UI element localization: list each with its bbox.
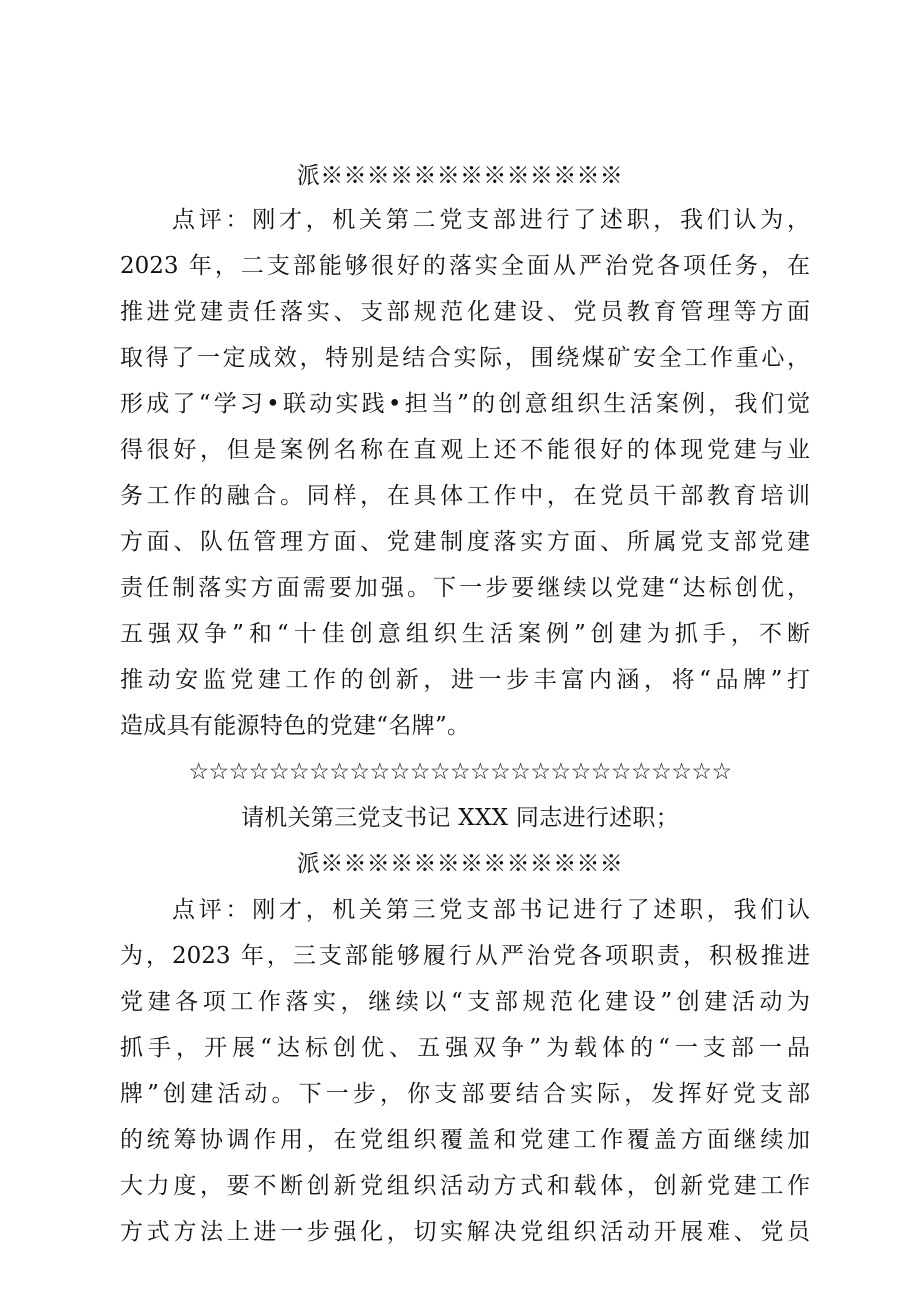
paragraph-line: 推进党建责任落实、支部规范化建设、党员教育管理等方面 <box>120 299 810 325</box>
paragraph-line: 推动安监党建工作的创新，进一步丰富内涵，将“品牌”打 <box>120 667 810 693</box>
paragraph-line: 形成了“学习•联动实践•担当”的创意组织生活案例，我们觉 <box>120 391 810 417</box>
paragraph-line: 方式方法上进一步强化，切实解决党组织活动开展难、党员 <box>120 1219 810 1245</box>
paragraph-line: 务工作的融合。同样，在具体工作中，在党员干部教育培训 <box>120 483 810 509</box>
paragraph-line: 五强双争”和“十佳创意组织生活案例”创建为抓手，不断 <box>120 621 810 647</box>
section-heading-2: 派※※※※※※※※※※※※※ <box>296 851 624 877</box>
paragraph-line: 2023 年，二支部能够很好的落实全面从严治党各项任务，在 <box>120 253 810 279</box>
paragraph-line: 造成具有能源特色的党建“名牌”。 <box>120 713 471 739</box>
paragraph-line: 责任制落实方面需要加强。下一步要继续以党建“达标创优， <box>120 575 810 601</box>
paragraph-line: 大力度，要不断创新党组织活动方式和载体，创新党建工作 <box>120 1173 810 1199</box>
paragraph-line: 得很好，但是案例名称在直观上还不能很好的体现党建与业 <box>120 437 810 463</box>
paragraph-line: 抓手，开展“达标创优、五强双争”为载体的“一支部一品 <box>120 1035 810 1061</box>
star-divider: ☆☆☆☆☆☆☆☆☆☆☆☆☆☆☆☆☆☆☆☆☆☆☆☆☆☆☆ <box>188 759 732 785</box>
paragraph-line: 牌”创建活动。下一步，你支部要结合实际，发挥好党支部 <box>120 1081 810 1107</box>
paragraph-line: 的统筹协调作用，在党组织覆盖和党建工作覆盖方面继续加 <box>120 1127 810 1153</box>
paragraph-line: 点评：刚才，机关第三党支部书记进行了述职，我们认 <box>172 897 810 923</box>
speaker-introduction: 请机关第三党支书记 XXX 同志进行述职； <box>240 805 680 831</box>
paragraph-line: 点评：刚才，机关第二党支部进行了述职，我们认为， <box>172 207 810 233</box>
paragraph-line: 取得了一定成效，特别是结合实际，围绕煤矿安全工作重心， <box>120 345 810 371</box>
paragraph-line: 为，2023 年，三支部能够履行从严治党各项职责，积极推进 <box>120 943 810 969</box>
paragraph-line: 方面、队伍管理方面、党建制度落实方面、所属党支部党建 <box>120 529 810 555</box>
paragraph-line: 党建各项工作落实，继续以“支部规范化建设”创建活动为 <box>120 989 810 1015</box>
section-heading-1: 派※※※※※※※※※※※※※ <box>296 163 624 189</box>
